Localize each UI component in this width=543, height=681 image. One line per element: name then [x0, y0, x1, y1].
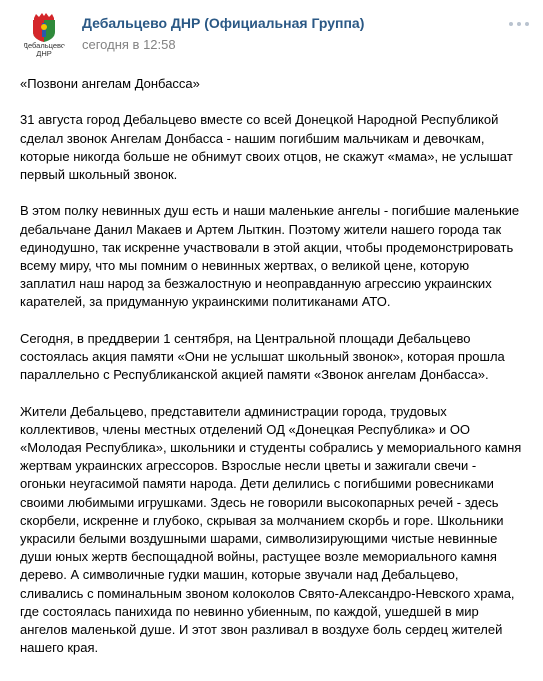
post-time[interactable]: сегодня в 12:58 — [82, 37, 176, 52]
more-dots-icon[interactable] — [509, 19, 529, 29]
post-author[interactable]: Дебальцево ДНР (Официальная Группа) — [82, 15, 365, 31]
avatar-caption: Дебальцево ДНР — [22, 41, 66, 58]
post-paragraph: В этом полку невинных душ есть и наши маленькие ангелы - погибшие маленькие дебальчане Данил Макаев и Артем Лыткин. Поэтому жители нашего города так единодушно, так искренне участвовали в этой акции, чтобы продемонстрировать всему миру, что мы помним о невинных жертвах, о великой цене, которую заплатил наш народ за безжалостную и неоправданную агрессию украинских карателей, за придуманную украинскими политиканами АТО. — [20, 203, 520, 310]
post-paragraph: Сегодня, в преддверии 1 сентября, на Центральной площади Дебальцево состоялась акция памяти «Они не услышат школьный звонок», которая прошла параллельно с Республиканской акцией памяти «Звонок ангелам Донбасса». — [20, 330, 505, 383]
dot — [517, 22, 521, 26]
post-paragraph: «Позвони ангелам Донбасса» — [20, 76, 200, 91]
group-avatar[interactable] — [21, 12, 67, 58]
dot — [525, 22, 529, 26]
post-header — [20, 0, 543, 62]
post-text — [20, 75, 530, 676]
post-paragraph: 31 августа город Дебальцево вместе со всей Донецкой Народной Республикой сделал звонок Ангелам Донбасса - нашим погибшим мальчикам и девочкам, которые никогда больше не обнимут своих отцов, не скажут «мама», не услышат первый школьный звонок. — [20, 112, 513, 182]
dot — [509, 22, 513, 26]
post-paragraph: Жители Дебальцево, представители администрации города, трудовых коллективов, члены местных отделений ОД «Донецкая Республика» и ОО «Молодая Республика», школьники и студенты собрались у мемориального камня жертвам украинских агрессоров. Взрослые несли цветы и зажигали свечи - огоньки неугасимой памяти народа. Дети делились с погибшими ровесниками своими любимыми игрушками. Здесь не говорили высокопарных речей - здесь скорбели, искренне и глубоко, скрывая за молчанием скорбь и горе. Школьники украсили белыми воздушными шарами, символизирующими чистые невинные души юных жертв беспощадной войны, растущее возле мемориального камня дерево. А символичные гудки машин, которые звучали над Дебальцево, сливались с поминальным звоном колоколов Свято-Александро-Невского храма, где состоялась панихида по невинно убиенным, по каждой, ушедшей в мир ангелов маленькой душе. И этот звон разливал в воздухе боль сердец жителей нашего края. — [20, 403, 522, 656]
